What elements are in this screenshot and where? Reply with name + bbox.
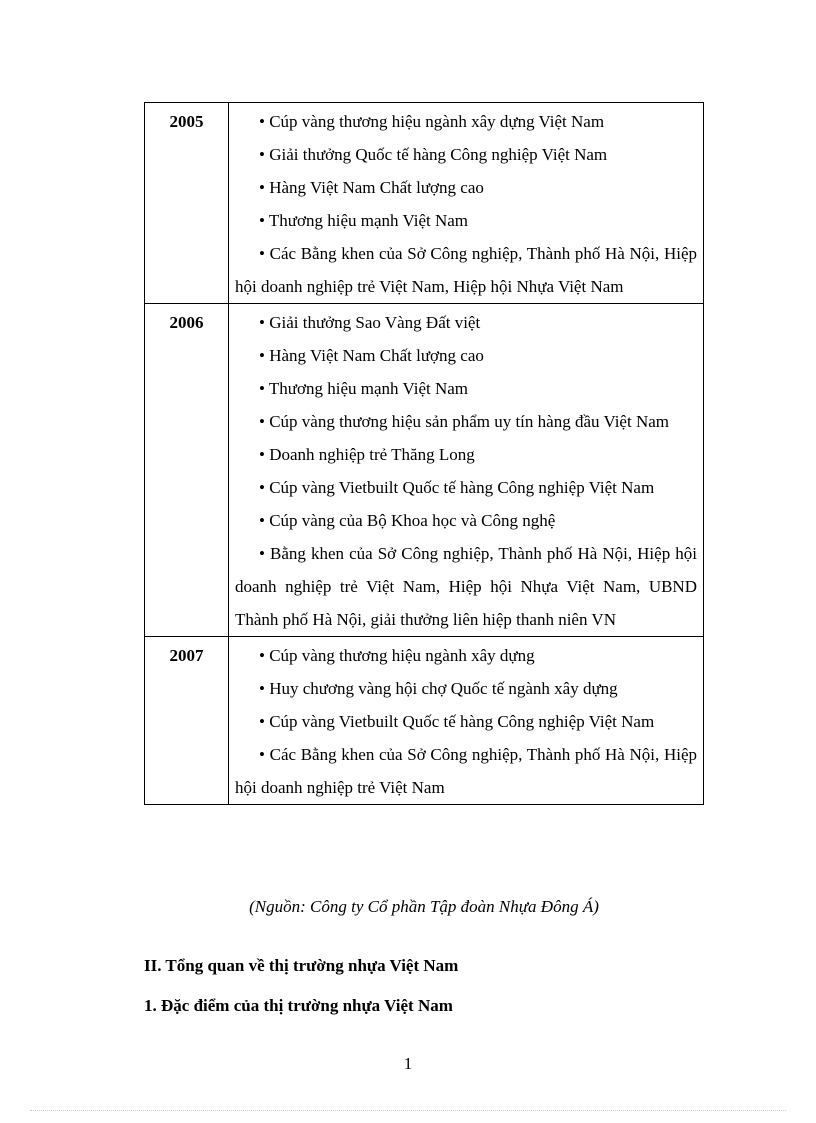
award-item: • Cúp vàng Vietbuilt Quốc tế hàng Công nghiệp Việt Nam — [259, 478, 655, 497]
award-item: • Hàng Việt Nam Chất lượng cao — [259, 178, 484, 197]
award-item: • Các Bằng khen của Sở Công nghiệp, Thành phố Hà Nội, Hiệp hội doanh nghiệp trẻ Việt Nam — [235, 745, 697, 797]
award-item: • Giải thưởng Quốc tế hàng Công nghiệp Việt Nam — [259, 145, 608, 164]
year-cell: 2005 — [145, 103, 229, 304]
award-item: • Huy chương vàng hội chợ Quốc tế ngành xây dựng — [259, 679, 618, 698]
year-cell: 2007 — [145, 637, 229, 805]
source-note: (Nguồn: Công ty Cổ phần Tập đoàn Nhựa Đông Á) — [249, 897, 599, 916]
table-row — [145, 637, 704, 805]
award-item: • Giải thưởng Sao Vàng Đất việt — [259, 313, 481, 332]
award-item: • Hàng Việt Nam Chất lượng cao — [259, 346, 484, 365]
award-item: • Cúp vàng Vietbuilt Quốc tế hàng Công nghiệp Việt Nam — [259, 712, 655, 731]
award-item: • Thương hiệu mạnh Việt Nam — [259, 211, 469, 230]
table-row — [145, 103, 704, 304]
award-item: • Cúp vàng thương hiệu ngành xây dựng — [259, 646, 535, 665]
page-bottom-rule — [30, 1110, 786, 1111]
awards-cell — [229, 103, 704, 304]
award-item: • Bằng khen của Sở Công nghiệp, Thành phố Hà Nội, Hiệp hội doanh nghiệp trẻ Việt Nam, Hiệp hội Nhựa Việt Nam, UBND Thành phố Hà Nội, giải thưởng liên hiệp thanh niên VN — [235, 544, 697, 629]
award-item: • Cúp vàng thương hiệu sản phẩm uy tín hàng đầu Việt Nam — [259, 412, 669, 431]
award-item: • Thương hiệu mạnh Việt Nam — [259, 379, 469, 398]
awards-table — [144, 102, 704, 805]
year-cell: 2006 — [145, 304, 229, 637]
award-item: • Doanh nghiệp trẻ Thăng Long — [259, 445, 475, 464]
table-row — [145, 304, 704, 637]
sub-heading: 1. Đặc điểm của thị trường nhựa Việt Nam — [144, 996, 453, 1015]
page-number: 1 — [403, 1054, 413, 1073]
section-heading: II. Tổng quan về thị trường nhựa Việt Nam — [144, 956, 459, 975]
award-item: • Cúp vàng thương hiệu ngành xây dựng Việt Nam — [259, 112, 605, 131]
awards-cell — [229, 637, 704, 805]
award-item: • Các Bằng khen của Sở Công nghiệp, Thành phố Hà Nội, Hiệp hội doanh nghiệp trẻ Việt Nam, Hiệp hội Nhựa Việt Nam — [235, 244, 697, 296]
award-item: • Cúp vàng của Bộ Khoa học và Công nghệ — [259, 511, 556, 530]
awards-cell — [229, 304, 704, 637]
